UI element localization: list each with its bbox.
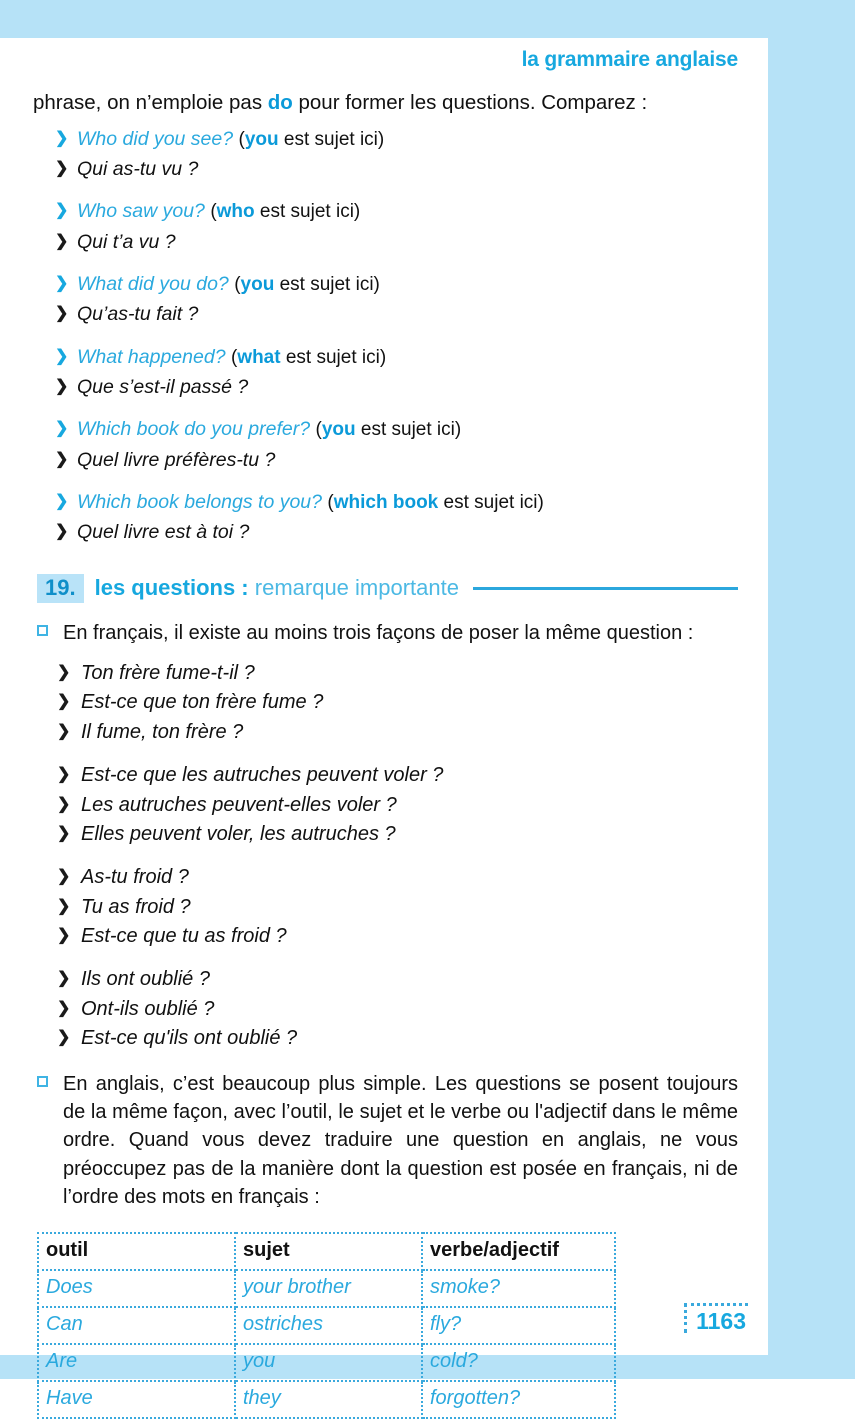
french-question-line [33, 995, 738, 1024]
french-question-text: Est-ce qu'ils ont oublié ? [81, 1027, 298, 1050]
chevron-icon: ❯ [55, 202, 69, 220]
table-header-row [38, 1233, 615, 1270]
example-line-french [33, 227, 738, 257]
french-question-groups [33, 659, 738, 1054]
chevron-icon: ❯ [57, 795, 71, 813]
french-question-line [33, 718, 738, 747]
note-open-paren: ( [327, 491, 334, 513]
example-french-text: Que s’est-il passé ? [77, 376, 249, 399]
french-question-text: Ils ont oublié ? [81, 968, 210, 991]
chevron-icon: ❯ [57, 824, 71, 842]
chevron-icon: ❯ [57, 722, 71, 740]
table-cell: cold? [422, 1344, 615, 1381]
example-line-english [33, 487, 738, 517]
chevron-icon: ❯ [57, 897, 71, 915]
chevron-icon: ❯ [55, 232, 69, 250]
note-open-paren: ( [315, 419, 322, 441]
french-question-line [33, 659, 738, 688]
french-question-text: Est-ce que ton frère fume ? [81, 691, 324, 714]
table-cell: forgotten? [422, 1381, 615, 1418]
page-content [33, 38, 738, 1419]
example-note [239, 129, 385, 150]
french-question-line [33, 791, 738, 820]
note-open-paren: ( [234, 273, 241, 295]
section-rule-divider [473, 587, 738, 590]
note-keyword: who [216, 201, 255, 223]
note-rest: est sujet ici) [278, 128, 385, 150]
table-header-cell: sujet [235, 1233, 422, 1270]
example-french-text: Qui t’a vu ? [77, 230, 176, 253]
example-line-english [33, 414, 738, 444]
example-french-text: Quel livre est à toi ? [77, 521, 250, 544]
table-cell: Does [38, 1270, 235, 1307]
example-english-text: Who did you see? [77, 127, 234, 150]
section-heading [33, 574, 738, 603]
note-rest: est sujet ici) [274, 273, 380, 295]
example-note [234, 274, 380, 295]
french-question-group [33, 761, 738, 849]
french-question-text: Il fume, ton frère ? [81, 720, 244, 743]
chevron-icon: ❯ [55, 420, 69, 438]
note-rest: est sujet ici) [355, 419, 462, 441]
chevron-icon: ❯ [55, 160, 69, 178]
chevron-icon: ❯ [55, 129, 69, 147]
example-pair [33, 414, 738, 475]
example-line-english [33, 124, 738, 154]
page-number: 1163 [684, 1303, 748, 1333]
chevron-icon: ❯ [57, 868, 71, 886]
table-cell: smoke? [422, 1270, 615, 1307]
french-question-text: Les autruches peuvent-elles voler ? [81, 793, 397, 816]
french-question-text: Ton frère fume-t-il ? [81, 661, 255, 684]
example-line-french [33, 445, 738, 475]
table-cell: you [235, 1344, 422, 1381]
paragraph-french-intro [33, 619, 738, 647]
table-cell: fly? [422, 1307, 615, 1344]
note-keyword: you [244, 128, 279, 150]
example-english-text: What happened? [77, 345, 226, 368]
example-pair [33, 269, 738, 330]
chevron-icon: ❯ [55, 450, 69, 468]
chevron-icon: ❯ [57, 766, 71, 784]
example-note [315, 419, 461, 440]
chevron-icon: ❯ [57, 693, 71, 711]
example-english-text: Which book do you prefer? [77, 418, 311, 441]
chevron-icon: ❯ [55, 305, 69, 323]
chevron-icon: ❯ [57, 970, 71, 988]
example-line-french [33, 372, 738, 402]
chevron-icon: ❯ [57, 927, 71, 945]
structure-table [37, 1232, 616, 1419]
example-line-english [33, 342, 738, 372]
table-cell: they [235, 1381, 422, 1418]
example-note [327, 492, 543, 513]
note-open-paren: ( [230, 346, 238, 368]
example-pair [33, 487, 738, 548]
chevron-icon: ❯ [55, 523, 69, 541]
french-question-line [33, 893, 738, 922]
note-rest: est sujet ici) [280, 346, 387, 368]
example-french-text: Qu’as-tu fait ? [77, 303, 199, 326]
french-question-line [33, 965, 738, 994]
french-question-line [33, 688, 738, 717]
french-question-line [33, 922, 738, 951]
french-question-line [33, 820, 738, 849]
paragraph-french-intro-text: En français, il existe au moins trois façons de poser la même question : [63, 621, 694, 644]
example-line-french [33, 299, 738, 329]
page-sheet [0, 38, 768, 1410]
french-question-text: Tu as froid ? [81, 895, 191, 918]
table-cell: your brother [235, 1270, 422, 1307]
example-english-text: Which book belongs to you? [77, 490, 322, 513]
example-pair [33, 196, 738, 257]
example-line-french [33, 517, 738, 547]
intro-keyword-do: do [267, 91, 293, 114]
example-pair [33, 124, 738, 185]
section-number: 19. [37, 574, 84, 603]
note-rest: est sujet ici) [438, 491, 544, 513]
example-line-french [33, 154, 738, 184]
french-question-group [33, 659, 738, 747]
chevron-icon: ❯ [57, 999, 71, 1017]
chevron-icon: ❯ [57, 1029, 71, 1047]
table-row [38, 1381, 615, 1418]
intro-paragraph [33, 90, 738, 116]
chevron-icon: ❯ [55, 347, 69, 365]
intro-text-before: phrase, on n’emploie pas [33, 91, 268, 114]
example-french-text: Qui as-tu vu ? [77, 158, 199, 181]
example-line-english [33, 196, 738, 226]
paragraph-english-explanation-text: En anglais, c’est beaucoup plus simple. Les questions se posent toujours de la même façon, avec l’outil, le sujet et le verbe ou l'adjectif dans le même ordre. Quand vous devez traduire une question en anglais, ne vous préoccupez pas de la manière dont la question est posée en français, ni de l’ordre des mots en français : [63, 1072, 738, 1209]
example-note [231, 347, 386, 368]
note-keyword: you [240, 273, 275, 295]
table-cell: Have [38, 1381, 235, 1418]
section-title-light: remarque importante [254, 575, 459, 601]
square-bullet-icon [37, 1076, 48, 1087]
french-question-text: Elles peuvent voler, les autruches ? [81, 822, 396, 845]
example-pair [33, 342, 738, 403]
chevron-icon: ❯ [55, 492, 69, 510]
chevron-icon: ❯ [57, 663, 71, 681]
table-header-cell: outil [38, 1233, 235, 1270]
intro-text-after: pour former les questions. Comparez : [292, 91, 648, 114]
note-keyword: what [237, 346, 281, 368]
section-title-bold: les questions : [94, 575, 249, 601]
square-bullet-icon [37, 625, 48, 636]
chevron-icon: ❯ [55, 378, 69, 396]
example-line-english [33, 269, 738, 299]
table-row [38, 1307, 615, 1344]
table-cell: Are [38, 1344, 235, 1381]
note-open-paren: ( [238, 128, 245, 150]
french-question-line [33, 1024, 738, 1053]
french-question-group [33, 965, 738, 1053]
french-question-text: Ont-ils oublié ? [81, 997, 215, 1020]
note-keyword: which book [333, 491, 439, 513]
french-question-text: Est-ce que tu as froid ? [81, 925, 287, 948]
note-keyword: you [321, 419, 356, 441]
table-row [38, 1270, 615, 1307]
french-question-text: Est-ce que les autruches peuvent voler ? [81, 764, 444, 787]
paragraph-english-explanation [33, 1070, 738, 1212]
table-row [38, 1344, 615, 1381]
note-rest: est sujet ici) [254, 201, 361, 223]
french-question-text: As-tu froid ? [81, 866, 189, 889]
section-title [95, 575, 459, 601]
table-cell: ostriches [235, 1307, 422, 1344]
french-question-group [33, 863, 738, 951]
example-english-text: Who saw you? [77, 200, 205, 223]
example-note [210, 201, 360, 222]
french-question-line [33, 863, 738, 892]
chevron-icon: ❯ [55, 274, 69, 292]
example-french-text: Quel livre préfères-tu ? [77, 448, 276, 471]
table-header-cell: verbe/adjectif [422, 1233, 615, 1270]
running-head: la grammaire anglaise [521, 48, 738, 71]
example-pairs-list [33, 124, 738, 548]
table-cell: Can [38, 1307, 235, 1344]
note-open-paren: ( [210, 201, 217, 223]
example-english-text: What did you do? [77, 272, 229, 295]
french-question-line [33, 761, 738, 790]
